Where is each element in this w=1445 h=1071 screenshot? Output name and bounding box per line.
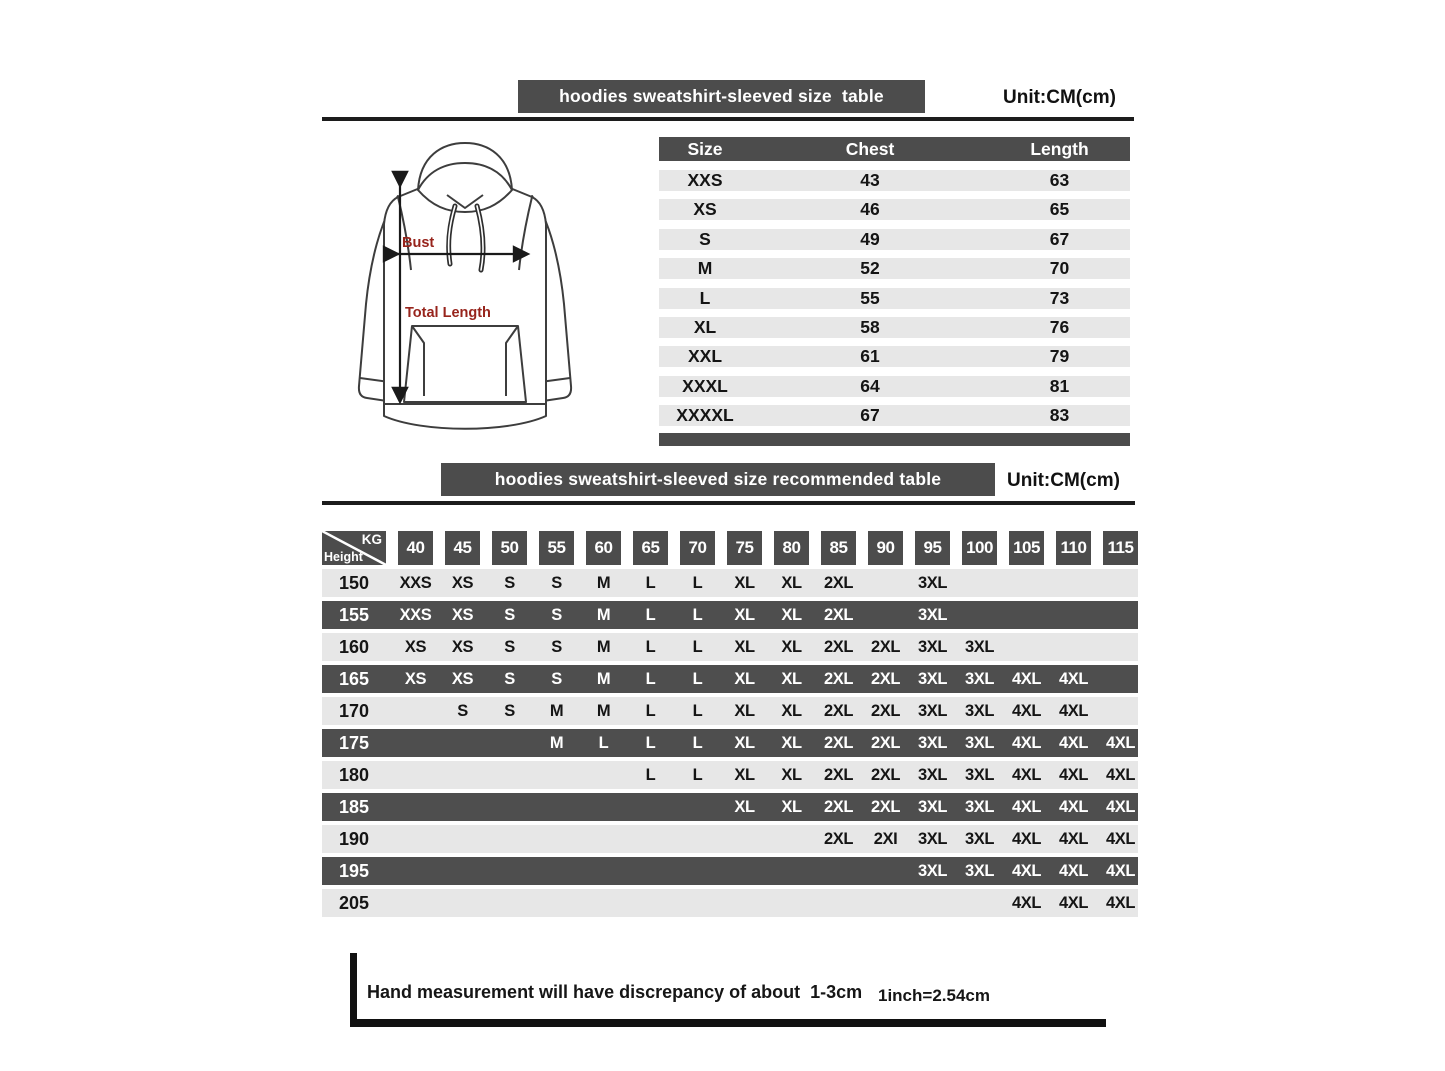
size-recommendation-cell: 2XL (870, 637, 901, 656)
size-recommendation-cell: L (645, 733, 656, 752)
weight-header-cell: 40 (398, 531, 433, 565)
matrix-row (322, 665, 1138, 693)
size-recommendation-cell: 3XL (917, 765, 948, 784)
size-recommendation-cell: 4XL (1011, 669, 1042, 688)
size-cell: XXXXL (676, 405, 734, 426)
height-label: 175 (338, 732, 370, 753)
size-recommendation-cell: XL (734, 701, 755, 720)
size-recommendation-cell: 4XL (1058, 765, 1089, 784)
size-recommendation-cell: L (692, 701, 703, 720)
chest-cell: 52 (860, 258, 880, 279)
footer-horizontal-rule (350, 1019, 1106, 1027)
size-table-title-bar (518, 80, 925, 113)
weight-header-cell: 95 (915, 531, 950, 565)
size-table-rows (659, 170, 1130, 426)
size-recommendation-cell: 3XL (917, 861, 948, 880)
length-cell: 63 (1049, 170, 1070, 190)
size-recommendation-cell: 4XL (1058, 829, 1089, 848)
size-recommendation-cell: XL (734, 733, 755, 752)
size-table-row (659, 170, 1130, 191)
divider-top (322, 117, 1134, 121)
corner-kg-label: KG (361, 532, 382, 547)
size-recommendation-cell: XS (451, 605, 474, 624)
size-recommendation-cell: XS (404, 669, 427, 688)
size-recommendation-cell: 2XL (823, 701, 854, 720)
size-recommendation-cell: 4XL (1105, 893, 1136, 912)
size-cell: S (699, 228, 711, 249)
size-recommendation-cell: 4XL (1058, 669, 1089, 688)
size-recommendation-cell: XS (451, 637, 474, 656)
weight-header-cell: 100 (962, 531, 997, 565)
size-recommendation-cell: 3XL (964, 861, 995, 880)
size-recommendation-cell: L (692, 605, 703, 624)
size-table-row (659, 317, 1130, 338)
size-recommendation-cell: XL (734, 605, 755, 624)
size-recommendation-cell: 4XL (1105, 797, 1136, 816)
size-cell: L (699, 287, 711, 308)
size-recommendation-cell: XL (781, 701, 802, 720)
size-cell: XL (693, 316, 717, 337)
size-recommendation-cell: M (549, 733, 564, 752)
size-recommendation-cell: 4XL (1105, 829, 1136, 848)
footer-vertical-rule (350, 953, 357, 1027)
size-recommendation-cell: L (692, 573, 703, 592)
size-recommendation-cell: M (596, 669, 611, 688)
size-recommendation-cell: 3XL (964, 637, 995, 656)
size-cell: XXS (687, 170, 723, 190)
column-header-length: Length (1030, 138, 1089, 159)
size-recommendation-cell: L (645, 765, 656, 784)
size-recommendation-cell: XXS (399, 573, 432, 592)
size-recommendation-cell: 4XL (1011, 829, 1042, 848)
size-recommendation-cell: 2XL (823, 669, 854, 688)
size-recommendation-cell: 4XL (1105, 733, 1136, 752)
size-recommendation-cell: 3XL (964, 733, 995, 752)
height-label: 160 (338, 636, 370, 657)
height-label: 170 (338, 700, 370, 721)
size-recommendation-cell: 3XL (964, 765, 995, 784)
matrix-corner-cell (322, 531, 386, 565)
chest-cell: 49 (860, 228, 880, 249)
size-recommendation-cell: S (504, 637, 515, 656)
size-recommendation-cell: 2XL (823, 797, 854, 816)
size-table-row (659, 346, 1130, 367)
size-recommendation-cell: S (551, 637, 562, 656)
size-recommendation-cell: L (645, 605, 656, 624)
matrix-row (322, 761, 1138, 789)
size-recommendation-cell: M (596, 701, 611, 720)
size-recommendation-cell: XL (734, 765, 755, 784)
length-cell: 83 (1049, 405, 1070, 426)
size-table-row (659, 229, 1130, 250)
matrix-row (322, 633, 1138, 661)
size-recommendation-cell: 4XL (1058, 861, 1089, 880)
size-recommendation-cell: L (692, 733, 703, 752)
size-recommendation-cell: 4XL (1105, 765, 1136, 784)
chest-cell: 43 (860, 170, 880, 190)
weight-header-cell: 80 (774, 531, 809, 565)
matrix-row (322, 793, 1138, 821)
size-recommendation-cell: XL (734, 637, 755, 656)
size-recommendation-cell: M (549, 701, 564, 720)
matrix-row (322, 729, 1138, 757)
size-recommendation-cell: 3XL (917, 605, 948, 624)
size-recommendation-cell: S (551, 669, 562, 688)
size-recommendation-cell: 2XL (823, 637, 854, 656)
weight-header-cell: 65 (633, 531, 668, 565)
size-recommendation-cell: 3XL (917, 637, 948, 656)
weight-header-cell: 85 (821, 531, 856, 565)
size-recommendation-cell: 4XL (1011, 765, 1042, 784)
size-recommendation-cell: 4XL (1105, 861, 1136, 880)
size-recommendation-cell: 4XL (1011, 701, 1042, 720)
size-recommendation-cell: 3XL (917, 701, 948, 720)
size-cell: XS (693, 199, 717, 220)
inch-conversion-note: 1inch=2.54cm (878, 986, 990, 1005)
size-recommendation-cell: S (551, 605, 562, 624)
size-recommendation-cell: L (598, 733, 609, 752)
size-recommendation-cell: 3XL (964, 701, 995, 720)
recommended-table-title-bar (441, 463, 995, 496)
size-recommendation-cell: L (692, 765, 703, 784)
length-cell: 76 (1049, 316, 1070, 337)
size-recommendation-cell: 2XL (823, 829, 854, 848)
size-recommendation-cell: XS (404, 637, 427, 656)
size-recommendation-cell: XL (781, 733, 802, 752)
chest-cell: 58 (860, 316, 880, 337)
height-label: 205 (338, 892, 370, 913)
divider-bottom (322, 501, 1135, 505)
weight-header-cell: 50 (492, 531, 527, 565)
size-recommendation-cell: 2XL (823, 765, 854, 784)
chest-cell: 46 (860, 199, 880, 220)
size-table-row (659, 258, 1130, 279)
size-recommendation-cell: XL (734, 669, 755, 688)
size-table-row (659, 376, 1130, 397)
height-label: 180 (338, 764, 370, 785)
matrix-row (322, 889, 1138, 917)
size-recommendation-cell: 2XL (870, 669, 901, 688)
size-table-row (659, 288, 1130, 309)
size-recommendation-cell: 3XL (964, 797, 995, 816)
total-length-label: Total Length (405, 305, 491, 321)
size-recommendation-cell: XL (781, 637, 802, 656)
matrix-row (322, 569, 1138, 597)
size-recommendation-cell: XL (781, 765, 802, 784)
size-recommendation-cell: 4XL (1058, 733, 1089, 752)
size-table-row (659, 199, 1130, 220)
size-cell: XXXL (682, 375, 728, 396)
size-table-header (659, 137, 1130, 161)
size-recommendation-cell: 2XL (870, 765, 901, 784)
column-header-size: Size (687, 138, 723, 159)
size-recommendation-cell: 3XL (917, 797, 948, 816)
length-cell: 67 (1049, 228, 1070, 249)
size-recommendation-cell: 4XL (1058, 893, 1089, 912)
size-recommendation-cell: XL (734, 797, 755, 816)
size-recommendation-cell: S (504, 669, 515, 688)
size-recommendation-cell: XL (781, 797, 802, 816)
size-recommendation-cell: M (596, 573, 611, 592)
size-table (659, 137, 1130, 435)
size-recommendation-cell: 3XL (964, 669, 995, 688)
unit-label-top: Unit:CM(cm) (1003, 87, 1116, 108)
column-header-chest: Chest (845, 138, 895, 159)
matrix-rows (322, 569, 1138, 917)
size-recommendation-cell: 2XL (823, 605, 854, 624)
chest-cell: 64 (860, 375, 880, 396)
height-label: 150 (338, 572, 370, 593)
hoodie-measurement-diagram (328, 136, 602, 456)
matrix-row (322, 825, 1138, 853)
size-recommendation-cell: S (457, 701, 468, 720)
measurement-discrepancy-note: Hand measurement will have discrepancy of about 1-3cm (367, 982, 863, 1002)
unit-label-bottom: Unit:CM(cm) (1007, 470, 1120, 491)
size-recommendation-cell: S (504, 701, 515, 720)
size-recommendation-cell: S (504, 573, 515, 592)
matrix-row (322, 601, 1138, 629)
height-label: 195 (338, 860, 370, 881)
size-recommendation-cell: 2XL (870, 797, 901, 816)
size-recommendation-cell: 2XL (870, 701, 901, 720)
size-recommendation-cell: L (645, 637, 656, 656)
weight-header-cell: 90 (868, 531, 903, 565)
weight-header-cell: 55 (539, 531, 574, 565)
chest-cell: 55 (860, 287, 880, 308)
size-recommendation-cell: 4XL (1011, 893, 1042, 912)
length-cell: 70 (1049, 258, 1070, 279)
size-recommendation-cell: 2XL (823, 573, 854, 592)
size-recommendation-cell: 4XL (1058, 701, 1089, 720)
length-cell: 65 (1049, 199, 1070, 220)
size-cell: M (697, 258, 713, 279)
size-recommendation-cell: L (645, 573, 656, 592)
bust-label: Bust (402, 235, 435, 251)
size-recommendation-cell: 2XL (870, 733, 901, 752)
size-recommendation-cell: XL (781, 573, 802, 592)
length-cell: 81 (1049, 375, 1070, 396)
size-cell: XXL (687, 346, 723, 367)
size-recommendation-cell: 2XL (823, 733, 854, 752)
length-cell: 79 (1049, 346, 1070, 367)
matrix-row (322, 857, 1138, 885)
weight-header-cell: 75 (727, 531, 762, 565)
weight-header-cell: 110 (1056, 531, 1091, 565)
size-recommendation-cell: 3XL (917, 829, 948, 848)
length-cell: 73 (1049, 287, 1070, 308)
size-recommendation-cell: 3XL (964, 829, 995, 848)
weight-header-cell: 115 (1103, 531, 1138, 565)
size-recommendation-cell: L (692, 669, 703, 688)
size-recommendation-cell: S (504, 605, 515, 624)
size-recommendation-cell: XL (781, 669, 802, 688)
size-recommendation-cell: XS (451, 573, 474, 592)
matrix-header-row (322, 531, 1138, 565)
recommended-table-title: hoodies sweatshirt-sleeved size recommended table (494, 469, 942, 489)
weight-header-cell: 70 (680, 531, 715, 565)
size-recommendation-cell: M (596, 605, 611, 624)
size-recommendation-cell: L (645, 669, 656, 688)
size-recommendation-cell: XL (781, 605, 802, 624)
size-recommendation-cell: 3XL (917, 733, 948, 752)
size-recommendation-cell: 3XL (917, 669, 948, 688)
height-label: 155 (338, 604, 370, 625)
size-recommendation-cell: 4XL (1011, 797, 1042, 816)
weight-header-cell: 60 (586, 531, 621, 565)
size-recommendation-cell: S (551, 573, 562, 592)
size-recommendation-cell: XS (451, 669, 474, 688)
height-label: 165 (338, 668, 370, 689)
hoodie-outline (359, 143, 571, 429)
size-recommendation-cell: XL (734, 573, 755, 592)
size-recommendation-cell: 2XI (873, 829, 898, 848)
size-recommendation-cell: 4XL (1058, 797, 1089, 816)
size-recommendation-cell: 4XL (1011, 861, 1042, 880)
size-recommendation-cell: L (692, 637, 703, 656)
size-table-row (659, 405, 1130, 426)
corner-height-label: Height (324, 550, 363, 564)
chest-cell: 61 (860, 346, 880, 367)
weight-header-cell: 45 (445, 531, 480, 565)
size-recommendation-cell: XXS (399, 605, 432, 624)
matrix-row (322, 697, 1138, 725)
size-recommendation-cell: 3XL (917, 573, 948, 592)
size-recommendation-cell: M (596, 637, 611, 656)
size-recommendation-cell: 4XL (1011, 733, 1042, 752)
height-label: 190 (338, 828, 370, 849)
recommended-size-matrix (322, 531, 1138, 921)
size-table-bottom-bar (659, 433, 1130, 446)
chest-cell: 67 (860, 405, 880, 426)
weight-header-cell: 105 (1009, 531, 1044, 565)
size-table-title: hoodies sweatshirt-sleeved size table (559, 86, 884, 106)
size-recommendation-cell: L (645, 701, 656, 720)
height-label: 185 (338, 796, 370, 817)
